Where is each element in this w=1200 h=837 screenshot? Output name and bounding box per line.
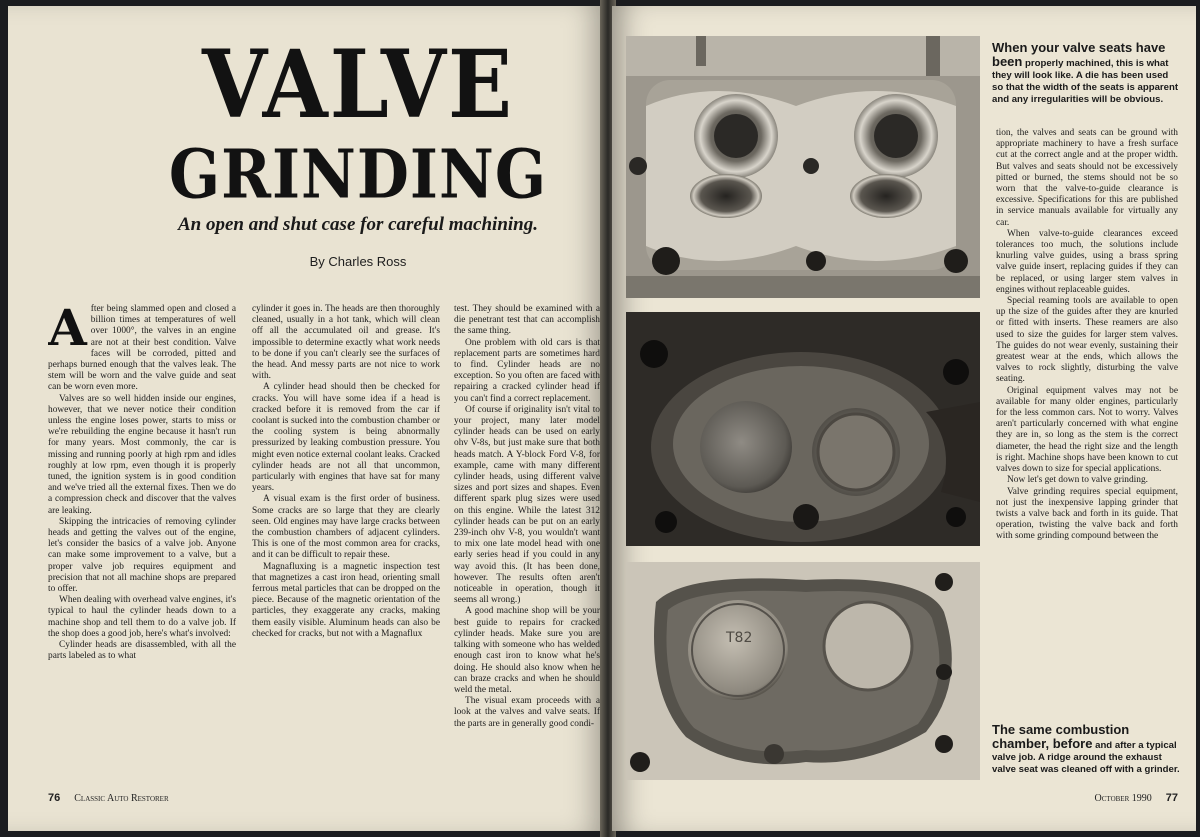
byline: By Charles Ross [309,254,407,269]
photo-cylinder-head [626,36,980,298]
paragraph: A visual exam is the first order of business. Some cracks are so large that they are clearly seen. Old engines may have large cracks between the combustion chambers of adjacent cylinders. This is one of the most common area for cracks, and it can be difficult to repair these. [252,494,440,561]
paragraph: One problem with old cars is that replacement parts are sometimes hard to find. Cylinder heads are no exception. So you often are faced with repairing a cracked cylinder head if you can't find a correct replacement. [454,337,600,404]
paragraph: Valve grinding requires special equipment, not just the inexpensive lapping grinder that twists a valve back and forth in its guide. That operation, twisting the valve back and forth with some grinding compound between the [996,486,1178,542]
paragraph-text: fter being slammed open and closed a billion times at temperatures of well over 1000°, the valves in an engine are not at their best condition. Valve faces will be corroded, pitted and perhaps burned enough that the valves leak. The stem will be worn and the valve guide and seat can be worn even more. [48,304,236,393]
body-column-1 [48,304,236,774]
caption-text: properly machined, this is what they will look like. A die has been used so that the width of the seats is apparent and any irregularities will be obvious. [992,58,1179,105]
caption-lead: The same combustion chamber, before [992,722,1130,751]
right-page-footer [1095,792,1178,804]
paragraph: Cylinder heads are disassembled, with all the parts labeled as to what [48,640,236,662]
paragraph: Skipping the intricacies of removing cylinder heads and getting the valves out of the engine, let's consider the basics of a valve job. Anyone can make some improvement to a valve, but a proper valve job requires equipment and precision that not all machine shops are prepared to offer. [48,516,236,595]
title-line-1: VALVE [201,28,515,140]
paragraph [48,304,236,394]
photo-caption-top [992,42,1180,106]
paragraph: When valve-to-guide clearances exceed tolerances too much, the solutions include knurling valve guides, using a brass spring valve guide insert, replacing guides if they can be replaced, or using larger stem valves in engines without replaceable guides. [996,228,1178,295]
paragraph: Magnafluxing is a magnetic inspection test that magnetizes a cast iron head, orienting small ferrous metal particles that can be dropped on the piece. Because of the magnetic orientation of the particles, they exaggerate any cracks, making them easily visible. Aluminum heads can also be checked for cracks, but not with a Magnaflux [252,561,440,639]
paragraph: Now let's get down to valve grinding. [1007,475,1148,486]
paragraph: tion, the valves and seats can be ground with appropriate machinery to have a fresh surface cut at the correct angle and at the proper width. But valves and seats should not be excessively pitted or burned, the stems should not be so worn that the valve-to-guide clearance is excessive. Specifications for this are published in service manuals available for virtually any car. [996,128,1178,228]
valve-stamp-text: T82 [726,630,753,646]
right-page [612,6,1196,831]
photo-combustion-chamber-before [626,312,980,546]
paragraph: test. They should be examined with a die penetrant test that can accomplish the same thing. [454,304,600,337]
paragraph: Special reaming tools are available to open up the size of the guides after they are knurled or fitted with inserts. These reamers are also used to size the guides for larger stem valves. The guides do not wear evenly, sustaining their greatest wear at the ends, which allows the valves to rock slightly, disturbing the valve seating. [996,296,1178,385]
caption-lead: When your valve seats have been [992,40,1166,69]
chamber-after-illustration [626,562,980,780]
paragraph: When dealing with overhead valve engines, it's typical to haul the cylinder heads down to a machine shop and tell them to do a valve job. If the shop does a good job, here's what's involved: [48,595,236,639]
paragraph: Of course if originality isn't vital to your project, many later model cylinder heads can be used on early ohv V-8s, but just make sure that both heads match. A Y-block Ford V-8, for example, came with many different cylinder heads, using different valve sizes and port sizes and shapes. Even different spark plug sizes were used on this engine. While the latest 312 cylinder heads can be put on an early 239-inch ohv V-8, you wouldn't want to mix one late model head with one early series head if you could in any way avoid this. (It has been done, however. The results often aren't noticeable in operation, though it seems all wrong.) [454,404,600,606]
paragraph: A cylinder head should then be checked for cracks. You will have some idea if a head is cracked before it is removed from the car if coolant is sucked into the combustion chamber or the cooling system is being abnormally pressurized by leaking combustion pressure. You might even notice external coolant leaks. Cracked cylinder heads are not all that uncommon, particularly with engines that have sat for many years. [252,382,440,494]
right-body-column [996,128,1178,788]
paragraph: The visual exam proceeds with a look at the valves and valve seats. If the parts are in generally good condi- [454,696,600,729]
body-column-3 [454,304,600,784]
magazine-name: Classic Auto Restorer [74,793,169,804]
left-page-footer [48,792,169,804]
photo-caption-bottom [992,724,1182,776]
paragraph: Valves are so well hidden inside our engines, however, that we never notice their condition unless the engine loses power, starts to miss or we're rebuilding the engine because it hasn't run for many years. Most commonly, the car is missing and running poorly at high rpm and idles roughly at low rpm, even though it is properly tuned, the ignition system is in good condition and we've tried all the external fixes. Then we do a compression check and discover that the valves are leaking. [48,393,236,516]
page-number: 76 [48,792,61,804]
paragraph: Original equipment valves may not be available for many older engines, particularly for the less common cars. Not to worry. Valves aren't particularly concerned with what engine they are in, so long as the stem is the correct diameter, the head the right size and the length is right. Machine shops have been known to cut valves down to size for special applications. [996,385,1178,475]
issue-date: October 1990 [1094,793,1152,804]
photo-combustion-chamber-after [626,562,980,780]
body-column-2 [252,304,440,784]
subtitle: An open and shut case for careful machining. [178,214,538,235]
left-page [8,6,604,831]
page-number: 77 [1165,792,1178,804]
paragraph: cylinder it goes in. The heads are then thoroughly cleaned, usually in a hot tank, which will clean off all the accumulated oil and grease. It's impossible to determine exactly what work needs to be done if you can't clearly see the surfaces of the head. And messy parts are not nice to work with. [252,304,440,382]
paragraph: A good machine shop will be your best guide to repairs for cracked cylinder heads. Make sure you are talking with someone who has welded enough cast iron to know what he's doing. He should also know when he can braze cracks and when he should weld the metal. [454,606,600,695]
caption-text: and after a typical valve job. A ridge around the exhaust valve seat was cleaned off with a grinder. [992,740,1180,775]
cylinder-head-illustration [626,36,980,298]
chamber-before-illustration [626,312,980,546]
drop-cap: A [48,304,87,357]
title-line-2: GRINDING [168,136,548,215]
